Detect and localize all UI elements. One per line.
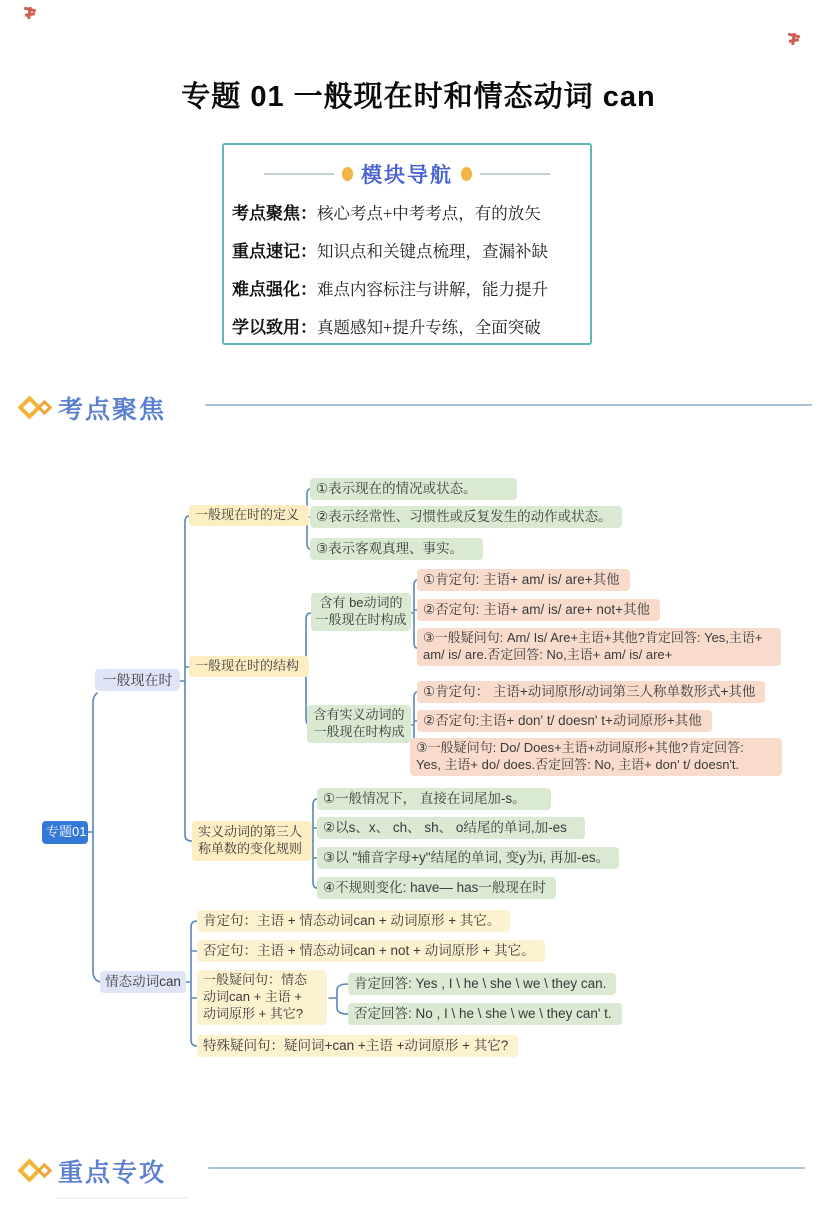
mindmap-leaf-verb1: ①肯定句： 主语+动词原形/动词第三人称单数形式+其他 <box>417 681 765 703</box>
double-diamond-icon <box>20 1157 54 1185</box>
nav-right-line <box>480 173 550 175</box>
nav-row-memo <box>232 237 582 262</box>
mindmap-leaf-can-affirmative: 肯定句：主语 + 情态动词can + 动词原形 + 其它。 <box>197 910 510 932</box>
nav-row-difficulty <box>232 275 582 300</box>
section-divider-line <box>208 1167 805 1169</box>
page-title: 专题 01 一般现在时和情态动词 can <box>181 81 656 113</box>
mindmap-leaf-rule1: ①一般情况下， 直接在词尾加-s。 <box>317 788 551 810</box>
nav-row-desc: 核心考点+中考考点，有的放矢 <box>317 204 541 223</box>
mindmap-leaf-be3: ③一般疑问句: Am/ Is/ Are+主语+其他?肯定回答: Yes,主语+ am/ is/ are.否定回答: No,主语+ am/ is/ are+ <box>417 628 781 666</box>
mindmap-leaf-rule4: ④不规则变化: have— has一般现在时 <box>317 877 556 899</box>
mindmap-leaf-rule2: ②以s、x、 ch、 sh、 o结尾的单词,加-es <box>317 817 585 839</box>
mindmap-leaf-rule3: ③以 "辅音字母+y"结尾的单词, 变y为i, 再加-es。 <box>317 847 619 869</box>
nav-row-desc: 知识点和关键点梳理，查漏补缺 <box>317 242 548 261</box>
mindmap-leaf-can-special-question: 特殊疑问句：疑问词+can +主语 +动词原形 + 其它? <box>197 1035 518 1057</box>
mindmap-node-definition: 一般现在时的定义 <box>189 505 309 526</box>
nav-row-focus <box>232 199 582 224</box>
nav-row-label: 考点聚焦： <box>232 204 317 223</box>
section-title: 考点聚焦 <box>58 396 167 424</box>
nav-row-label: 学以致用： <box>232 318 317 337</box>
mindmap-node-root: 专题01 <box>42 821 88 844</box>
red-watermark-icon <box>22 5 38 21</box>
mindmap-leaf-can-negative: 否定句：主语 + 情态动词can + not + 动词原形 + 其它。 <box>197 940 545 962</box>
red-watermark-icon <box>786 31 802 47</box>
mindmap-leaf-def2: ②表示经常性、习惯性或反复发生的动作或状态。 <box>310 506 622 528</box>
mindmap-node-can-general-question: 一般疑问句：情态动词can + 主语 + 动词原形 + 其它? <box>197 970 327 1025</box>
module-nav-title: 模块导航 <box>361 164 453 187</box>
section-divider-line <box>205 404 812 406</box>
mindmap-node-verb-structure: 含有实义动词的一般现在时构成 <box>307 705 411 743</box>
nav-left-line <box>264 173 334 175</box>
nav-right-dot-icon <box>461 167 472 181</box>
double-diamond-icon <box>20 394 54 422</box>
mindmap-node-be-structure: 含有 be动词的一般现在时构成 <box>311 593 411 631</box>
nav-row-apply <box>232 313 582 338</box>
nav-row-label: 重点速记： <box>232 242 317 261</box>
nav-row-desc: 难点内容标注与讲解，能力提升 <box>317 280 548 299</box>
mindmap-node-structure: 一般现在时的结构 <box>189 656 309 677</box>
mindmap-leaf-be1: ①肯定句: 主语+ am/ is/ are+其他 <box>417 569 630 591</box>
section-header-focus <box>20 390 166 426</box>
mindmap-leaf-be2: ②否定句: 主语+ am/ is/ are+ not+其他 <box>417 599 660 621</box>
module-nav-box <box>222 143 592 345</box>
mindmap-leaf-def3: ③表示客观真理、事实。 <box>310 538 483 560</box>
mindmap-leaf-verb3: ③一般疑问句: Do/ Does+主语+动词原形+其他?肯定回答: Yes, 主语+ do/ does.否定回答: No, 主语+ don' t/ doesn't. <box>410 738 782 776</box>
mindmap-node-can: 情态动词can <box>100 971 186 993</box>
section-title: 重点专攻 <box>58 1159 167 1187</box>
next-box-top-edge <box>57 1197 187 1205</box>
module-nav-header <box>224 159 590 189</box>
mindmap-node-third-person-rules: 实义动词的第三人称单数的变化规则 <box>192 821 312 861</box>
mindmap-leaf-can-no-answer: 否定回答: No , I \ he \ she \ we \ they can' t. <box>348 1003 622 1025</box>
mindmap-leaf-verb2: ②否定句:主语+ don' t/ doesn' t+动词原形+其他 <box>417 710 712 732</box>
mindmap-leaf-def1: ①表示现在的情况或状态。 <box>310 478 517 500</box>
section-header-key-practice <box>20 1153 166 1189</box>
mindmap-leaf-can-yes-answer: 肯定回答: Yes , I \ he \ she \ we \ they can. <box>348 973 616 995</box>
mindmap-node-tense: 一般现在时 <box>95 669 180 691</box>
nav-row-label: 难点强化： <box>232 280 317 299</box>
nav-left-dot-icon <box>342 167 353 181</box>
nav-row-desc: 真题感知+提升专练，全面突破 <box>317 318 541 337</box>
